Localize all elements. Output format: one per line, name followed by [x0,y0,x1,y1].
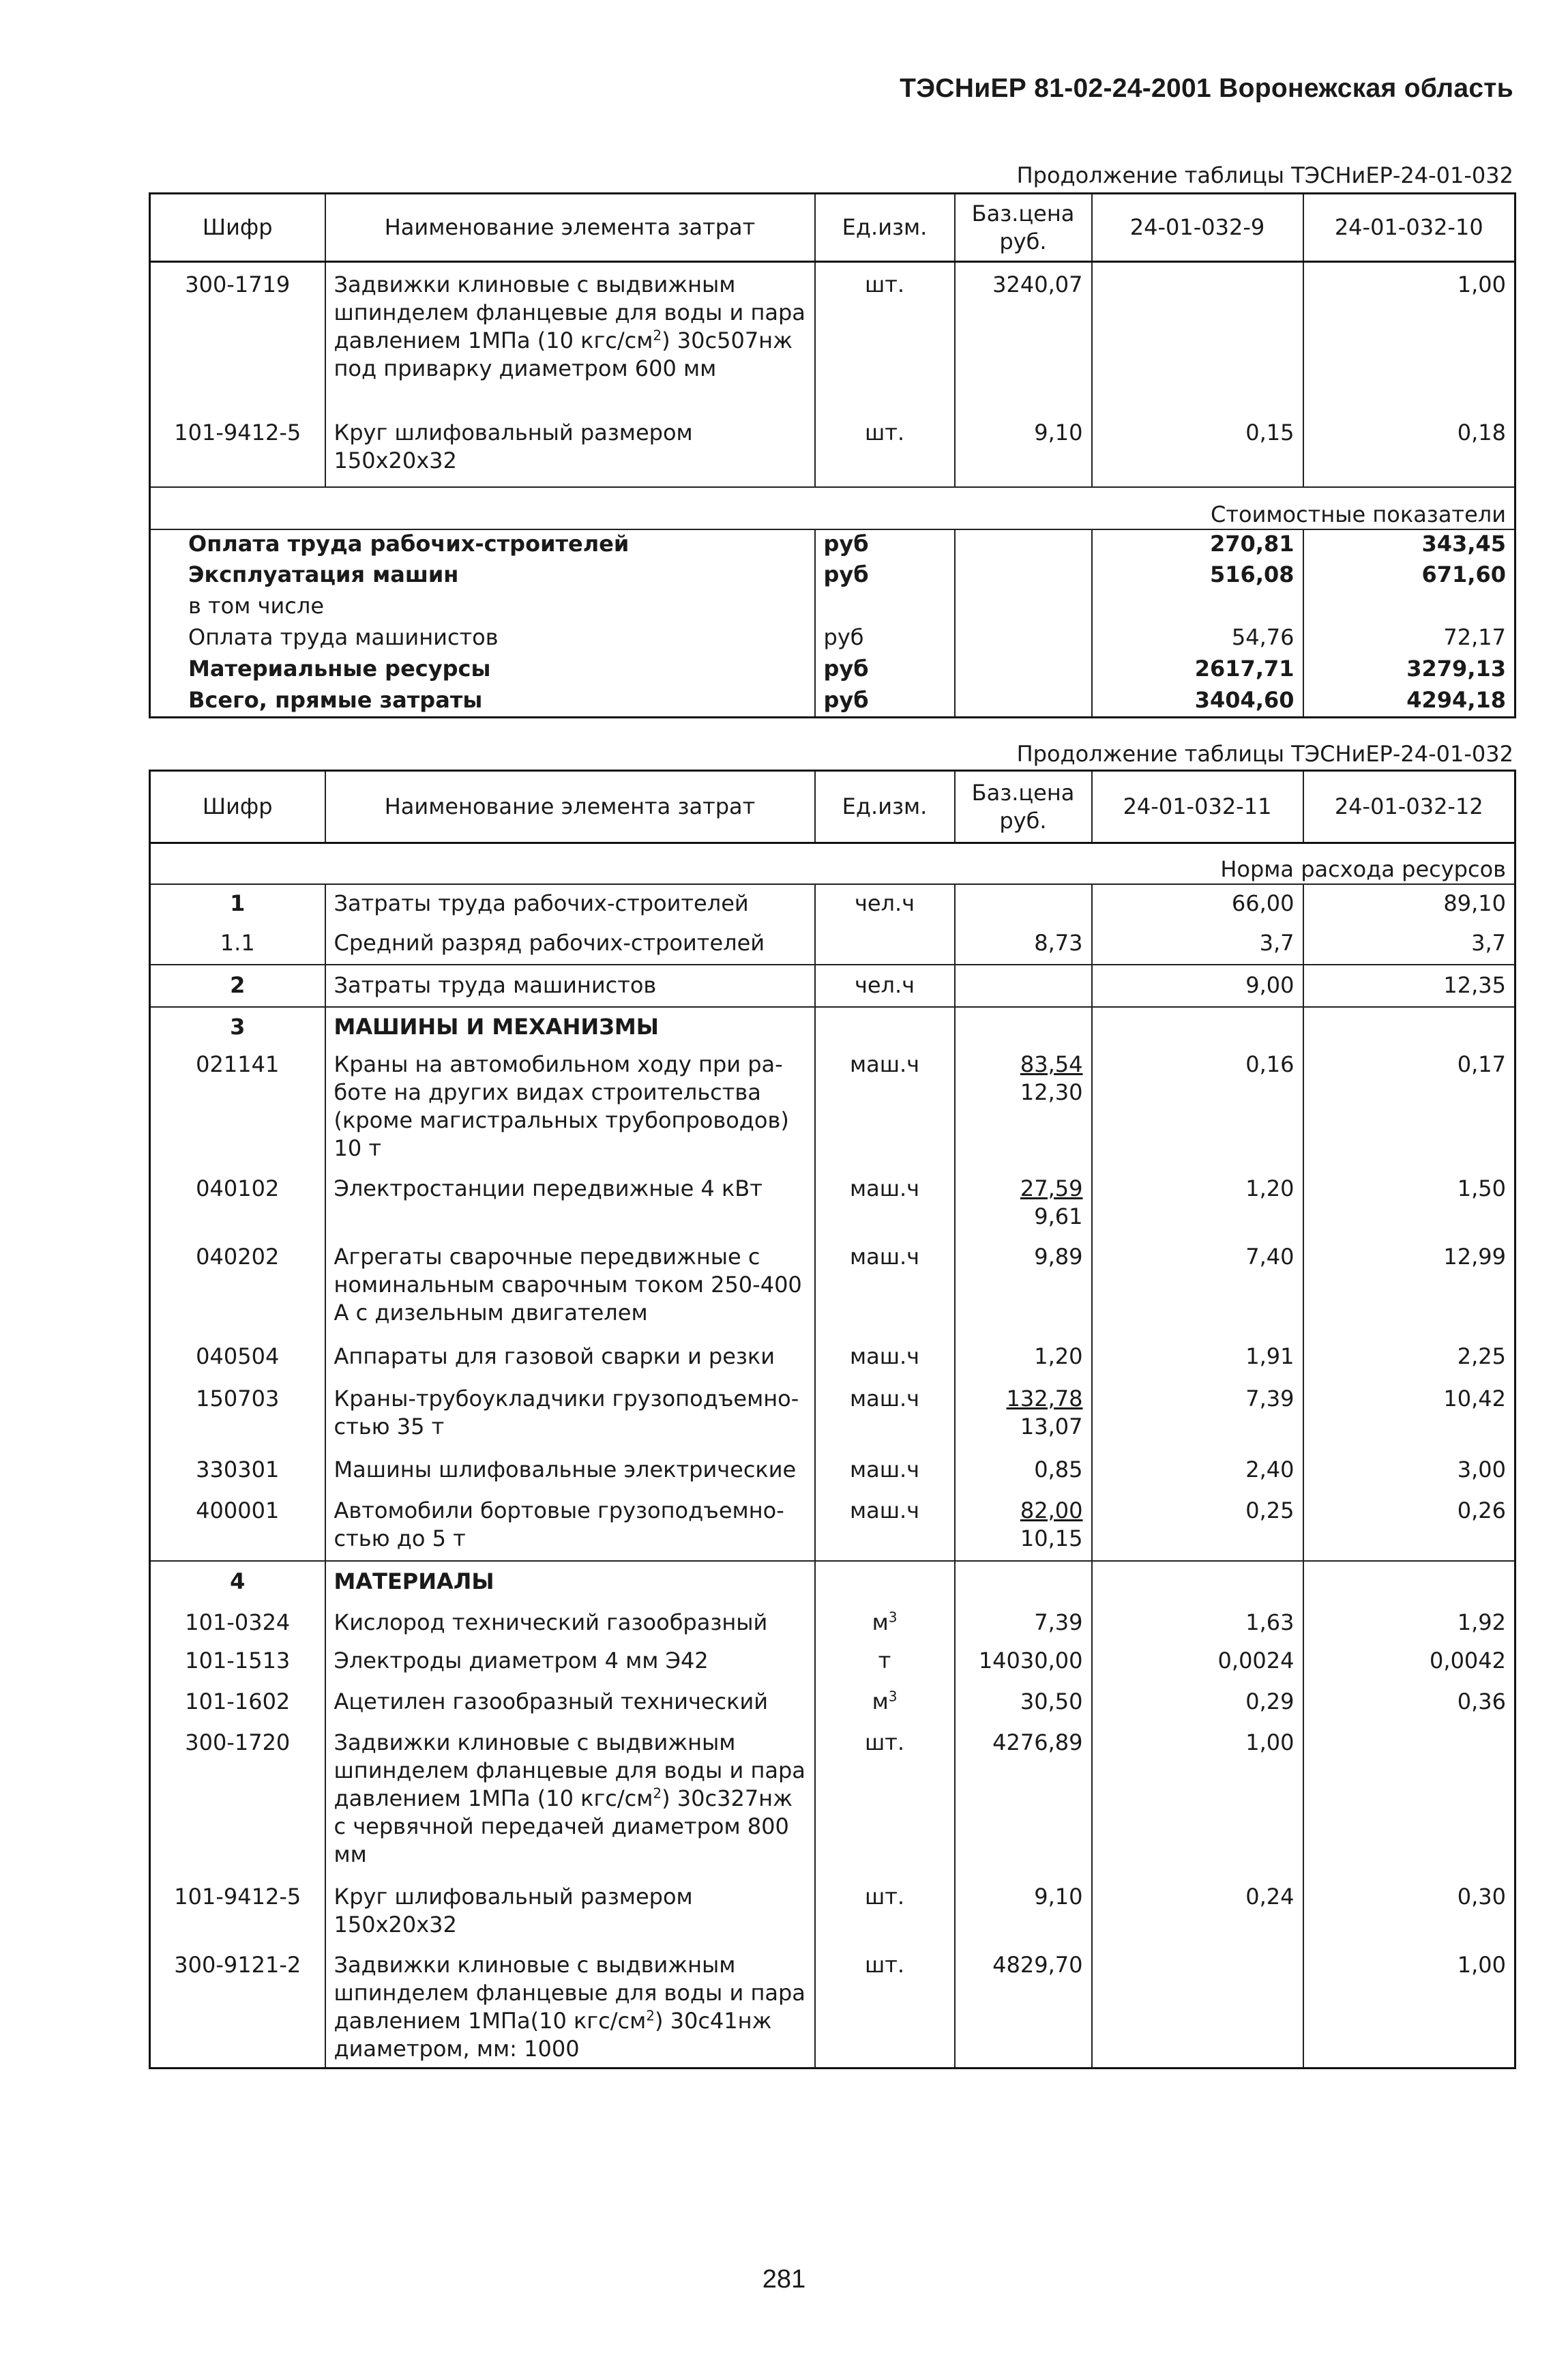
empty-cell [815,1007,955,1047]
row-name: Круг шлифовальный размером 150х20х32 [325,419,815,487]
row-price: 7,39 [955,1602,1092,1643]
summary-label: Материальные ресурсы [150,655,815,686]
row-code: 300-9121-2 [150,1947,325,2069]
row-unit: $м^3$ [815,1684,955,1725]
row-code: 021141 [150,1047,325,1171]
row-name: Задвижки клиновые с выдвижным шпинделем фланцевые для воды и пара давлением 1МПа (10 кгс/$см^2$) 30с327нж с червячной передачей диаметром 800 мм [325,1725,815,1879]
row-name: Затраты труда рабочих-строителей [325,884,815,922]
row-name: Электростанции передвижные 4 кВт [325,1171,815,1239]
section-label: Стоимостные показатели [150,487,1515,529]
empty-cell [1303,1561,1515,1602]
row-value-2: 0,30 [1303,1879,1515,1947]
row-code: 101-9412-5 [150,419,325,487]
row-price: 4829,70 [955,1947,1092,2069]
col-header-norm-11: 24-01-032-11 [1092,771,1303,843]
row-code: 101-9412-5 [150,1879,325,1947]
row-price: 4276,89 [955,1725,1092,1879]
row-name: Краны на автомобильном ходу при ра- боте на других видах строительства (кроме магистральных трубопроводов) 10 т [325,1047,815,1171]
row-value-1: 0,15 [1092,419,1303,487]
summary-unit: руб [815,655,955,686]
row-price: 30,50 [955,1684,1092,1725]
row-unit: чел.ч [815,965,955,1007]
row-value-1: 0,0024 [1092,1643,1303,1684]
row-value-2: 1,50 [1303,1171,1515,1239]
summary-price [955,561,1092,592]
table1-caption: Продолжение таблицы ТЭСНиЕР-24-01-032 [1016,162,1513,188]
table-row [150,1381,1515,1452]
summary-unit: руб [815,686,955,718]
col-header-unit: Ед.изм. [815,194,955,262]
row-name: Круг шлифовальный размером 150х20х32 [325,1879,815,1947]
row-code: 300-1720 [150,1725,325,1879]
document-header: ТЭСНиЕР 81-02-24-2001 Воронежская область [900,74,1513,103]
col-header-norm-12: 24-01-032-12 [1303,771,1515,843]
row-value-1: 0,29 [1092,1684,1303,1725]
row-unit [815,922,955,965]
row-unit: маш.ч [815,1339,955,1381]
row-value-2: 2,25 [1303,1339,1515,1381]
table-row [150,1493,1515,1561]
row-code: 101-1513 [150,1643,325,1684]
row-value-2: 12,35 [1303,965,1515,1007]
row-value-2: 10,42 [1303,1381,1515,1452]
col-header-price: Баз.цена руб. [955,771,1092,843]
summary-label: Эксплуатация машин [150,561,815,592]
row-price: 1,20 [955,1339,1092,1381]
row-price: 9,10 [955,419,1092,487]
row-price: 9,89 [955,1239,1092,1339]
section-title: МАТЕРИАЛЫ [325,1561,815,1602]
row-value-2 [1303,1725,1515,1879]
row-price: 9,10 [955,1879,1092,1947]
row-price: 132,78 13,07 [955,1381,1092,1452]
row-code: 300-1719 [150,262,325,419]
row-value-1: 7,40 [1092,1239,1303,1339]
col-header-price: Баз.цена руб. [955,194,1092,262]
row-unit: шт. [815,1725,955,1879]
summary-unit: руб [815,561,955,592]
table2-header-row [150,771,1515,843]
row-unit: маш.ч [815,1381,955,1452]
section-label: Норма расхода ресурсов [1220,856,1506,882]
row-price: 3240,07 [955,262,1092,419]
row-value-1: 1,91 [1092,1339,1303,1381]
summary-value-1: 3404,60 [1092,686,1303,718]
summary-value-2: 343,45 [1303,529,1515,561]
row-price: 0,85 [955,1452,1092,1493]
row-unit: т [815,1643,955,1684]
row-value-1: 66,00 [1092,884,1303,922]
row-unit: шт. [815,1947,955,2069]
row-name: Кислород технический газообразный [325,1602,815,1643]
row-code: 1 [150,884,325,922]
page-number: 281 [762,2265,806,2294]
row-unit: маш.ч [815,1493,955,1561]
row-name: Аппараты для газовой сварки и резки [325,1339,815,1381]
table-row [150,1602,1515,1643]
row-value-1 [1092,1947,1303,2069]
summary-label: Оплата труда машинистов [150,624,815,655]
summary-price [955,655,1092,686]
section-title: МАШИНЫ И МЕХАНИЗМЫ [325,1007,815,1047]
summary-value-1: 2617,71 [1092,655,1303,686]
summary-value-2: 4294,18 [1303,686,1515,718]
row-name: Краны-трубоукладчики грузоподъемно- стью 35 т [325,1381,815,1452]
row-unit: чел.ч [815,884,955,922]
summary-value-2: 3279,13 [1303,655,1515,686]
row-unit: маш.ч [815,1239,955,1339]
row-value-2: 0,26 [1303,1493,1515,1561]
row-name: Агрегаты сварочные передвижные с номинальным сварочным током 250-400 А с дизельным двигателем [325,1239,815,1339]
empty-cell [815,1561,955,1602]
row-name: Задвижки клиновые с выдвижным шпинделем фланцевые для воды и пара давлением 1МПа (10 кгс/$см^2$) 30с507нж под приварку диаметром 600 мм [325,262,815,419]
col-header-unit: Ед.изм. [815,771,955,843]
row-value-1: 0,24 [1092,1879,1303,1947]
row-price: 8,73 [955,922,1092,965]
table-row [150,965,1515,1007]
row-name: Средний разряд рабочих-строителей [325,922,815,965]
empty-cell [1092,1561,1303,1602]
table-row [150,922,1515,965]
row-name: Ацетилен газообразный технический [325,1684,815,1725]
table-row [150,1947,1515,2069]
table-row [150,1047,1515,1171]
row-value-1: 9,00 [1092,965,1303,1007]
row-value-2: 12,99 [1303,1239,1515,1339]
col-header-norm-10: 24-01-032-10 [1303,194,1515,262]
row-price: 27,59 9,61 [955,1171,1092,1239]
row-value-2: 1,00 [1303,262,1515,419]
summary-unit: руб [815,529,955,561]
empty-cell [1092,1007,1303,1047]
row-value-1: 0,16 [1092,1047,1303,1171]
row-name: Затраты труда машинистов [325,965,815,1007]
summary-row [150,624,1515,655]
resource-table-1 [149,192,1516,718]
summary-row [150,655,1515,686]
row-price [955,884,1092,922]
summary-value-1: 54,76 [1092,624,1303,655]
summary-value-2: 72,17 [1303,624,1515,655]
row-unit: маш.ч [815,1452,955,1493]
summary-row [150,592,1515,624]
row-code: 040102 [150,1171,325,1239]
summary-price [955,686,1092,718]
summary-row [150,686,1515,718]
col-header-name: Наименование элемента затрат [325,771,815,843]
summary-value-1: 516,08 [1092,561,1303,592]
row-price: 83,54 12,30 [955,1047,1092,1171]
summary-value-1 [1092,592,1303,624]
summary-row [150,561,1515,592]
section-code: 4 [150,1561,325,1602]
row-value-2: 0,18 [1303,419,1515,487]
table1-header-row [150,194,1515,262]
row-code: 150703 [150,1381,325,1452]
row-value-2: 89,10 [1303,884,1515,922]
row-unit: маш.ч [815,1171,955,1239]
resource-table-2 [149,770,1516,2069]
row-price: 82,00 10,15 [955,1493,1092,1561]
row-name: Задвижки клиновые с выдвижным шпинделем фланцевые для воды и пара давлением 1МПа(10 кгс/$см^2$) 30с41нж диаметром, мм: 1000 [325,1947,815,2069]
row-price [955,965,1092,1007]
row-value-1: 1,63 [1092,1602,1303,1643]
empty-cell [1303,1007,1515,1047]
section-row [150,843,1515,884]
summary-label: Всего, прямые затраты [150,686,815,718]
row-code: 101-1602 [150,1684,325,1725]
row-code: 101-0324 [150,1602,325,1643]
table-row [150,884,1515,922]
row-value-2: 0,0042 [1303,1643,1515,1684]
row-value-2: 3,7 [1303,922,1515,965]
summary-value-1: 270,81 [1092,529,1303,561]
row-value-1: 0,25 [1092,1493,1303,1561]
table-row [150,1879,1515,1947]
row-unit: шт. [815,1879,955,1947]
empty-cell [955,1561,1092,1602]
section-code: 3 [150,1007,325,1047]
row-value-1: 3,7 [1092,922,1303,965]
row-code: 1.1 [150,922,325,965]
section-heading-row [150,1561,1515,1602]
summary-price [955,592,1092,624]
row-code: 400001 [150,1493,325,1561]
row-value-2: 1,92 [1303,1602,1515,1643]
table-row [150,1452,1515,1493]
summary-unit: руб [815,624,955,655]
row-value-1: 1,20 [1092,1171,1303,1239]
table-row [150,1725,1515,1879]
row-value-1: 7,39 [1092,1381,1303,1452]
summary-value-2 [1303,592,1515,624]
table2-caption: Продолжение таблицы ТЭСНиЕР-24-01-032 [1016,741,1513,767]
row-value-2: 3,00 [1303,1452,1515,1493]
table-row [150,1239,1515,1339]
row-value-1: 1,00 [1092,1725,1303,1879]
row-unit: шт. [815,419,955,487]
row-value-1: 2,40 [1092,1452,1303,1493]
col-header-code: Шифр [150,194,325,262]
row-value-2: 1,00 [1303,1947,1515,2069]
row-name: Машины шлифовальные электрические [325,1452,815,1493]
row-unit: маш.ч [815,1047,955,1171]
row-code: 040504 [150,1339,325,1381]
summary-price [955,624,1092,655]
table-row [150,1171,1515,1239]
table-row [150,262,1515,419]
row-value-2: 0,36 [1303,1684,1515,1725]
summary-value-2: 671,60 [1303,561,1515,592]
col-header-code: Шифр [150,771,325,843]
row-price: 14030,00 [955,1643,1092,1684]
table-row [150,1684,1515,1725]
col-header-name: Наименование элемента затрат [325,194,815,262]
summary-price [955,529,1092,561]
row-name: Электроды диаметром 4 мм Э42 [325,1643,815,1684]
table-row [150,1339,1515,1381]
row-code: 330301 [150,1452,325,1493]
row-value-2: 0,17 [1303,1047,1515,1171]
summary-row [150,529,1515,561]
table-row [150,1643,1515,1684]
summary-unit [815,592,955,624]
section-heading-row [150,1007,1515,1047]
col-header-norm-9: 24-01-032-9 [1092,194,1303,262]
summary-label: Оплата труда рабочих-строителей [150,529,815,561]
summary-label: в том числе [150,592,815,624]
row-name: Автомобили бортовые грузоподъемно- стью до 5 т [325,1493,815,1561]
row-value-1 [1092,262,1303,419]
row-code: 040202 [150,1239,325,1339]
row-unit: шт. [815,262,955,419]
empty-cell [955,1007,1092,1047]
table-row [150,419,1515,487]
row-code: 2 [150,965,325,1007]
section-row [150,487,1515,529]
row-unit: $м^3$ [815,1602,955,1643]
